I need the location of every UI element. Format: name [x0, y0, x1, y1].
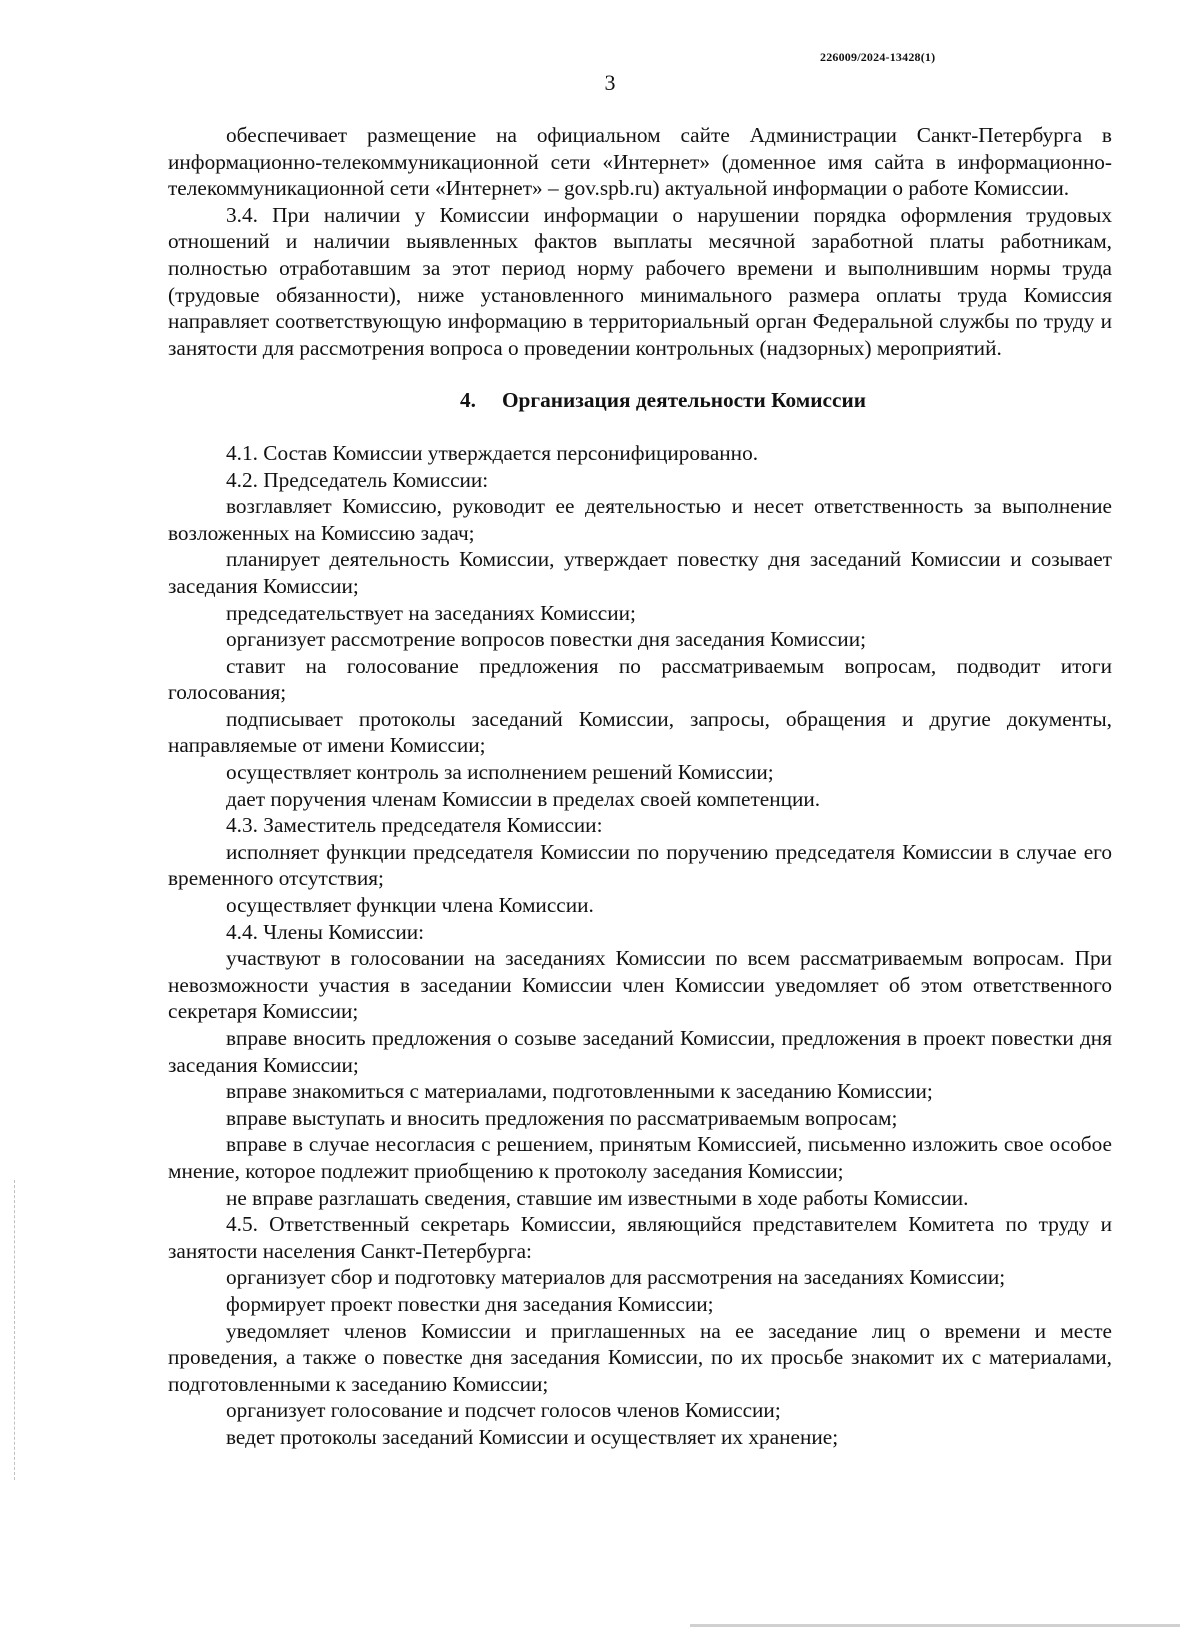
paragraph: организует голосование и подсчет голосов членов Комиссии; [226, 1398, 781, 1423]
paragraph: 4.3. Заместитель председателя Комиссии: [226, 813, 603, 838]
paragraph: планирует деятельность Комиссии, утверждает повестку дня заседаний Комиссии и созывает заседания Комиссии; [168, 547, 1112, 598]
paragraph: 4.5. Ответственный секретарь Комиссии, являющийся представителем Комитета по труду и занятости населения Санкт-Петербурга: [168, 1212, 1112, 1263]
paragraph: организует рассмотрение вопросов повестки дня заседания Комиссии; [226, 627, 867, 652]
paragraph: 4.4. Члены Комиссии: [226, 919, 425, 944]
paragraph: формирует проект повестки дня заседания Комиссии; [226, 1291, 714, 1316]
paragraph: вправе в случае несогласия с решением, принятым Комиссией, письменно изложить свое особое мнение, которое подлежит приобщению к протоколу заседания Комиссии; [168, 1132, 1112, 1183]
paragraph: осуществляет функции члена Комиссии. [226, 893, 594, 918]
section-heading [168, 387, 1112, 414]
document-body [168, 122, 1112, 1451]
paragraph: осуществляет контроль за исполнением решений Комиссии; [226, 760, 774, 785]
document-registration-number: 226009/2024-13428(1) [820, 50, 936, 64]
paragraph: вправе знакомиться с материалами, подготовленными к заседанию Комиссии; [226, 1079, 933, 1104]
paragraph: ставит на голосование предложения по рассматриваемым вопросам, подводит итоги голосования; [168, 653, 1112, 705]
paragraph: 3.4. При наличии у Комиссии информации о нарушении порядка оформления трудовых отношений и наличии выявленных фактов выплаты месячной заработной платы работникам, полностью отработавшим за этот период норму рабочего времени и выполнившим нормы труда (трудовые обязанности), ниже установленного минимального размера оплаты труда Комиссия направляет соответствующую информацию в территориальный орган Федеральной службы по труду и занятости для рассмотрения вопроса о проведении контрольных (надзорных) мероприятий. [168, 202, 1112, 360]
paragraph: обеспечивает размещение на официальном сайте Администрации Санкт-Петербурга в информационно-телекоммуникационной сети «Интернет» (доменное имя сайта в информационно-телекоммуникационной сети «Интернет» – gov.spb.ru) актуальной информации о работе Комиссии. [168, 123, 1112, 201]
page-number: 3 [604, 70, 616, 95]
paragraph: 4.2. Председатель Комиссии: [226, 467, 489, 492]
scan-artifact-bottom-edge [690, 1624, 1180, 1627]
paragraph: ведет протоколы заседаний Комиссии и осуществляет их хранение; [226, 1424, 839, 1449]
paragraph: дает поручения членам Комиссии в пределах своей компетенции. [226, 786, 821, 811]
paragraph: вправе вносить предложения о созыве заседаний Комиссии, предложения в проект повестки дня заседания Комиссии; [168, 1026, 1112, 1077]
paragraph: уведомляет членов Комиссии и приглашенных на ее заседание лиц о времени и месте проведения, а также о повестке дня заседания Комиссии, по их просьбе знакомит их с материалами, подготовленными к заседанию Комиссии; [168, 1318, 1112, 1396]
paragraph: 4.1. Состав Комиссии утверждается персонифицированно. [226, 440, 759, 465]
paragraph: возглавляет Комиссию, руководит ее деятельностью и несет ответственность за выполнение возложенных на Комиссию задач; [168, 494, 1112, 545]
section-number: 4. [460, 388, 476, 413]
paragraph: не вправе разглашать сведения, ставшие им известными в ходе работы Комиссии. [226, 1185, 969, 1210]
paragraph: подписывает протоколы заседаний Комиссии, запросы, обращения и другие документы, направляемые от имени Комиссии; [168, 706, 1112, 758]
scan-artifact-left-edge [14, 1180, 16, 1480]
paragraph: организует сбор и подготовку материалов для рассмотрения на заседаниях Комиссии; [226, 1265, 1006, 1290]
section-title: Организация деятельности Комиссии [501, 388, 866, 413]
paragraph: исполняет функции председателя Комиссии по поручению председателя Комиссии в случае его временного отсутствия; [168, 839, 1112, 891]
paragraph: вправе выступать и вносить предложения по рассматриваемым вопросам; [226, 1105, 898, 1130]
paragraph: участвуют в голосовании на заседаниях Комиссии по всем рассматриваемым вопросам. При невозможности участия в заседании Комиссии член Комиссии уведомляет об этом ответственного секретаря Комиссии; [168, 946, 1112, 1024]
paragraph: председательствует на заседаниях Комиссии; [226, 600, 636, 625]
